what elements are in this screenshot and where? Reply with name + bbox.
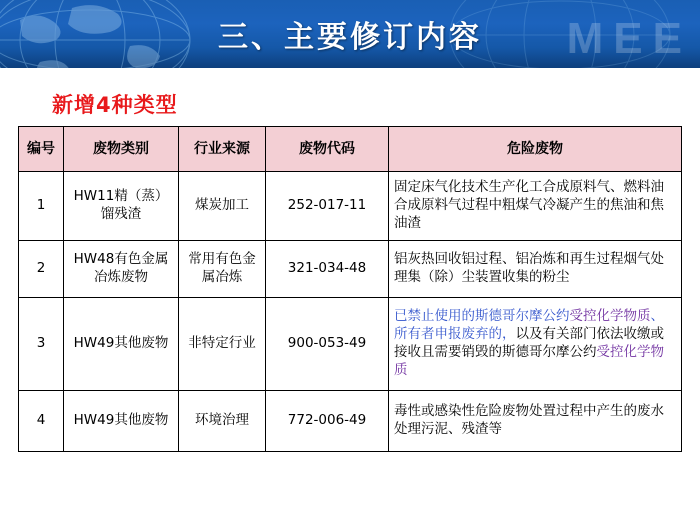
table-row xyxy=(19,241,682,298)
waste-table xyxy=(18,126,682,452)
cell-category: HW48有色金属冶炼废物 xyxy=(64,241,179,298)
cell-industry: 非特定行业 xyxy=(179,298,266,391)
cell-description: 毒性或感染性危险废物处置过程中产生的废水处理污泥、残渣等 xyxy=(389,391,682,452)
waste-table-container xyxy=(18,126,682,452)
description-segment: 受控化学物质 xyxy=(569,308,651,325)
column-header-industry: 行业来源 xyxy=(179,127,266,172)
column-header-category: 废物类别 xyxy=(64,127,179,172)
banner-watermark: MEE xyxy=(566,14,692,63)
section-heading: 新增4种类型 xyxy=(52,93,178,117)
cell-industry: 环境治理 xyxy=(179,391,266,452)
header-banner xyxy=(0,0,700,68)
cell-num: 2 xyxy=(19,241,64,298)
page-title: 三、主要修订内容 xyxy=(218,20,482,55)
cell-code: 321-034-48 xyxy=(266,241,389,298)
column-header-num: 编号 xyxy=(19,127,64,172)
cell-description: 铝灰热回收铝过程、铝冶炼和再生过程烟气处理集（除）尘装置收集的粉尘 xyxy=(389,241,682,298)
cell-code: 900-053-49 xyxy=(266,298,389,391)
cell-category: HW49其他废物 xyxy=(64,391,179,452)
cell-num: 4 xyxy=(19,391,64,452)
cell-category: HW11精（蒸）馏残渣 xyxy=(64,172,179,241)
description-segment: 已禁止使用的斯德哥尔摩公约 xyxy=(394,308,570,325)
description-segment: 受控化学物质 xyxy=(394,344,664,378)
cell-code: 252-017-11 xyxy=(266,172,389,241)
table-header-row xyxy=(19,127,682,172)
table-header xyxy=(19,127,682,172)
cell-industry: 煤炭加工 xyxy=(179,172,266,241)
description-segment: 、所有者申报废弃的， xyxy=(394,308,664,343)
cell-industry: 常用有色金属冶炼 xyxy=(179,241,266,298)
cell-description: 固定床气化技术生产化工合成原料气、燃料油合成原料气过程中粗煤气冷凝产生的焦油和焦油渣 xyxy=(389,172,682,241)
table-body xyxy=(19,172,682,452)
column-header-desc: 危险废物 xyxy=(389,127,682,172)
column-header-code: 废物代码 xyxy=(266,127,389,172)
table-row xyxy=(19,172,682,241)
cell-code: 772-006-49 xyxy=(266,391,389,452)
cell-category: HW49其他废物 xyxy=(64,298,179,391)
cell-description-rich xyxy=(389,298,682,391)
cell-num: 3 xyxy=(19,298,64,391)
cell-num: 1 xyxy=(19,172,64,241)
table-row xyxy=(19,298,682,391)
table-row xyxy=(19,391,682,452)
description-segment: 以及有关部门依法收缴或接收且需要销毁的斯德哥尔摩公约 xyxy=(394,326,664,360)
